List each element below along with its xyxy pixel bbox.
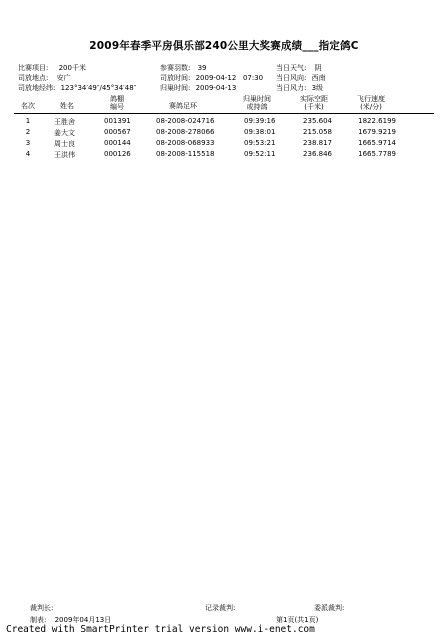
header-dist-line1: 实际空距	[300, 95, 328, 103]
row-speed: 1665.7789	[358, 150, 396, 158]
info-weather-label: 当日天气:	[276, 64, 307, 72]
row-speed: 1822.6199	[358, 117, 396, 125]
row-ring: 001391	[104, 117, 131, 125]
header-ring-line1: 鸽棚	[110, 95, 124, 103]
row-time: 09:38:01	[244, 128, 276, 136]
trial-watermark: Created with SmartPrinter trial version www.i-enet.com	[6, 624, 315, 635]
row-dist: 235.604	[303, 117, 332, 125]
footer-page-info: 第1页(共1页)	[276, 616, 319, 624]
info-return-time-label: 归巢时间:	[160, 84, 191, 92]
header-ring-line2: 编号	[110, 103, 124, 111]
info-return-time	[160, 83, 236, 93]
info-release-time	[160, 73, 263, 83]
info-wind-force-value: 3级	[311, 84, 324, 92]
footer-maker-label: 制表:	[30, 616, 47, 624]
info-release-time-label: 司放时间:	[160, 74, 191, 82]
row-name: 王洪伟	[54, 151, 75, 159]
header-time	[236, 95, 278, 111]
header-dist-line2: (千米)	[304, 103, 324, 111]
info-wind-force	[276, 83, 323, 93]
row-foot: 08-2008-068933	[156, 139, 215, 147]
header-speed-line2: (米/分)	[360, 103, 382, 111]
row-rank: 2	[25, 128, 31, 136]
header-name	[52, 102, 82, 110]
header-speed	[346, 95, 396, 111]
info-location-value: 安广	[56, 74, 71, 82]
header-rank-label: 名次	[21, 102, 35, 110]
row-dist: 215.058	[303, 128, 332, 136]
header-name-label: 姓名	[60, 102, 74, 110]
info-wind-force-label: 当日风力:	[276, 84, 307, 92]
info-weather-value: 阴	[314, 64, 322, 72]
row-name: 姜大文	[54, 129, 75, 137]
row-speed: 1679.9219	[358, 128, 396, 136]
footer-recorder: 记录裁判:	[205, 604, 236, 612]
info-weather	[276, 63, 322, 73]
info-coords-value: 123°34′49″/45°34′48″	[60, 84, 137, 92]
header-time-line1: 归巢时间	[243, 95, 271, 103]
info-location	[18, 73, 71, 83]
info-project-label: 比赛项目:	[18, 64, 49, 72]
row-rank: 1	[25, 117, 31, 125]
header-ring	[100, 95, 134, 111]
row-time: 09:39:16	[244, 117, 276, 125]
footer-maker-date: 2009年04月13日	[54, 616, 112, 624]
info-wind-dir	[276, 73, 326, 83]
row-ring: 000126	[104, 150, 131, 158]
info-count-label: 参赛羽数:	[160, 64, 191, 72]
row-foot: 08-2008-278066	[156, 128, 215, 136]
info-project-value: 200千米	[58, 64, 86, 72]
row-time: 09:52:11	[244, 150, 276, 158]
info-wind-dir-label: 当日风向:	[276, 74, 307, 82]
header-foot-label: 赛鸽足环	[169, 102, 197, 110]
info-project	[18, 63, 86, 73]
row-name: 王胜舍	[54, 118, 75, 126]
info-location-label: 司放地点:	[18, 74, 49, 82]
info-coords	[18, 83, 136, 93]
info-count-value: 39	[197, 64, 207, 72]
header-speed-line1: 飞行速度	[357, 95, 385, 103]
info-coords-label: 司放地经纬:	[18, 84, 56, 92]
row-dist: 236.846	[303, 150, 332, 158]
row-ring: 000144	[104, 139, 131, 147]
header-foot	[158, 102, 208, 110]
info-count	[160, 63, 207, 73]
row-foot: 08-2008-115518	[156, 150, 215, 158]
row-ring: 000567	[104, 128, 131, 136]
row-speed: 1665.9714	[358, 139, 396, 147]
header-dist	[290, 95, 338, 111]
info-wind-dir-value: 西南	[311, 74, 326, 82]
header-rank	[14, 102, 42, 110]
row-time: 09:53:21	[244, 139, 276, 147]
row-rank: 3	[25, 139, 31, 147]
footer-dispatcher: 委派裁判:	[314, 604, 345, 612]
footer-referee: 裁判长:	[30, 604, 54, 612]
info-release-time-value: 2009-04-12 07:30	[195, 74, 264, 82]
row-foot: 08-2008-024716	[156, 117, 215, 125]
row-dist: 238.817	[303, 139, 332, 147]
info-return-time-value: 2009-04-13	[195, 84, 237, 92]
report-title: 2009年春季平房俱乐部240公里大奖赛成绩___指定鸽C	[89, 40, 359, 52]
header-rule	[14, 113, 434, 114]
header-time-line2: 或持鸽	[246, 103, 268, 111]
row-name: 周士良	[54, 140, 75, 148]
row-rank: 4	[25, 150, 31, 158]
